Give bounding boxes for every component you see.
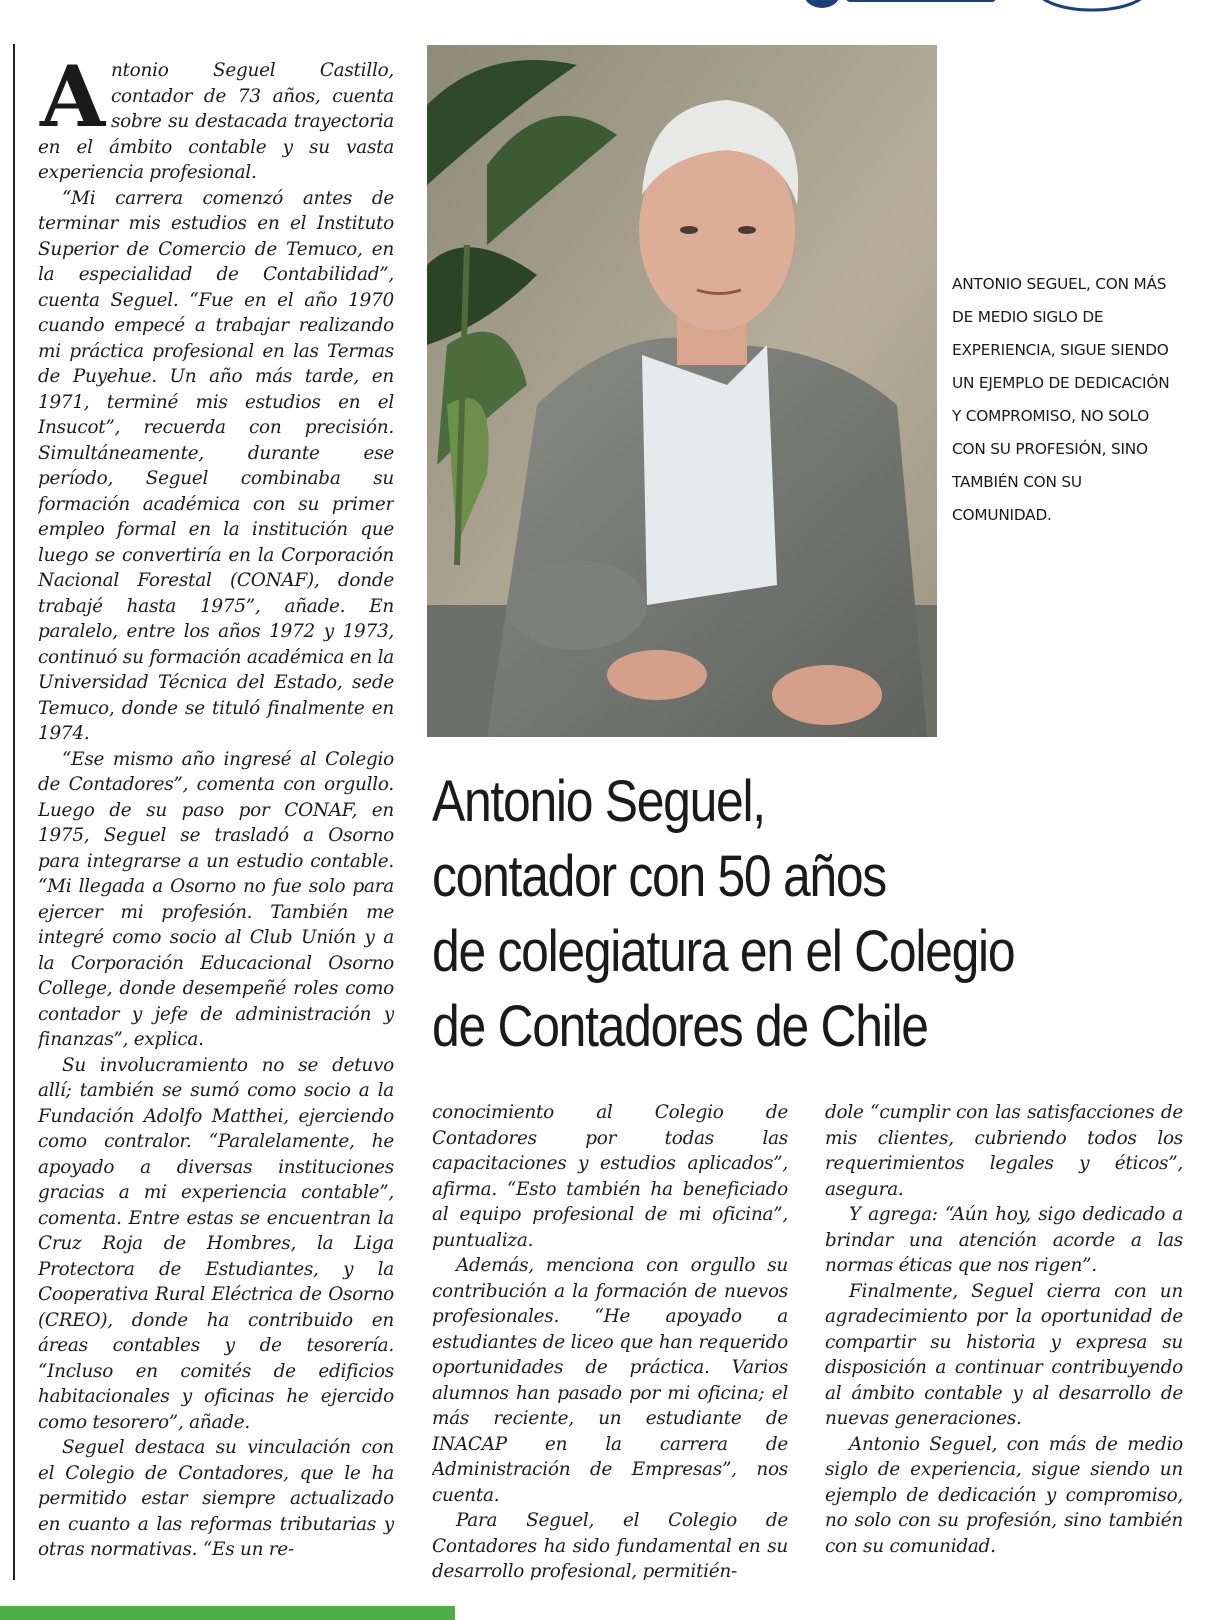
lead-text: ntonio Seguel Castillo, contador de 73 años, cuenta sobre su destacada trayectoria en el ámbito contable y su vasta experiencia profesional. — [38, 60, 394, 183]
paragraph: Para Seguel, el Colegio de Contadores ha sido fundamental en su desarrollo profesional, permitién- — [432, 1510, 788, 1580]
portrait-illustration — [427, 45, 937, 737]
lead-paragraph — [38, 58, 394, 186]
paragraph: dole “cumplir con las satisfacciones de mis clientes, cubriendo todos los requerimientos legales y éticos”, asegura. — [825, 1102, 1183, 1200]
paragraph: “Mi carrera comenzó antes de terminar mis estudios en el Instituto Superior de Comercio de Temuco, en la especialidad de Contabilidad”, cuenta Seguel. “Fue en el año 1970 cuando empecé a trabajar realizando mi práctica profesional en las Termas de Puyehue. Un año más tarde, en 1971, terminé mis estudios en el Insucot”, recuerda con precisión. Simultáneamente, durante ese período, Seguel combinaba su formación académica con su primer empleo formal en la institución que luego se convertiría en la Corporación Nacional Forestal (CONAF), donde trabajé hasta 1975”, añade. En paralelo, entre los años 1972 y 1973, continuó su formación académica en la Universidad Técnica del Estado, sede Temuco, donde se tituló finalmente en 1974. — [38, 187, 394, 744]
headline-line: de colegiatura en el Colegio — [432, 919, 1015, 984]
left-column-rule — [0, 44, 15, 1580]
paragraph: Seguel destaca su vinculación con el Colegio de Contadores, que le ha permitido estar siempre actualizado en cuanto a las reformas tributarias y otras normativas. “Es un re- — [38, 1437, 394, 1560]
headline-line: contador con 50 años — [432, 844, 886, 909]
paragraph: conocimiento al Colegio de Contadores por todas las capacitaciones y estudios aplicados”, afirma. “Esto también ha beneficiado al equipo profesional de mi oficina”, puntualiza. — [432, 1102, 788, 1251]
anniversary-logo-icon — [806, 0, 1206, 12]
photo-caption: ANTONIO SEGUEL, CON MÁS DE MEDIO SIGLO DE EXPERIENCIA, SIGUE SIENDO UN EJEMPLO DE DEDICACIÓN Y COMPROMISO, NO SOLO CON SU PROFESIÓN, SINO TAMBIÉN CON SU COMUNIDAD. — [952, 275, 1170, 524]
article-column-left — [38, 58, 394, 1580]
article-column-right — [825, 1100, 1183, 1580]
headline-line: de Contadores de Chile — [432, 994, 928, 1059]
headline-line: Antonio Seguel, — [432, 769, 765, 834]
paragraph: Antonio Seguel, con más de medio siglo de experiencia, sigue siendo un ejemplo de dedicación y compromiso, no solo con su profesión, sino también con su comunidad. — [825, 1433, 1183, 1557]
portrait-photo — [427, 45, 937, 737]
paragraph: Además, menciona con orgullo su contribución a la formación de nuevos profesionales. “He apoyado a estudiantes de liceo que han requerido oportunidades de práctica. Varios alumnos han pasado por mi oficina; el más reciente, un estudiante de INACAP en la carrera de Administración de Empresas”, nos cuenta. — [432, 1255, 788, 1506]
paragraph: Y agrega: “Aún hoy, sigo dedicado a brindar una atención acorde a las normas éticas que nos rigen”. — [825, 1204, 1183, 1276]
drop-cap: A — [40, 58, 105, 146]
paragraph: “Ese mismo año ingresé al Colegio de Contadores”, comenta con orgullo. Luego de su paso por CONAF, en 1975, Seguel se trasladó a Osorno para integrarse a un estudio contable. “Mi llegada a Osorno no fue solo para ejercer mi profesión. También me integré como socio al Club Unión y a la Corporación Educacional Osorno College, donde desempeñé roles como contador y jefe de administración y finanzas”, explica. — [38, 748, 394, 1050]
accent-bar — [0, 1606, 455, 1620]
article-column-middle — [432, 1100, 788, 1580]
headline — [432, 764, 1094, 1064]
paragraph: Su involucramiento no se detuvo allí; también se sumó como socio a la Fundación Adolfo Matthei, ejerciendo como contralor. “Paralelamente, he apoyado a diversas instituciones gracias a mi experiencia contable”, comenta. Entre estas se encuentran la Cruz Roja de Hombres, la Liga Protectora de Estudiantes, y la Cooperativa Rural Eléctrica de Osorno (CREO), donde ha contribuido en áreas contables y de tesorería. “Incluso en comités de edificios habitacionales y oficinas he ejercido como tesorero”, añade. — [38, 1054, 394, 1433]
paragraph: Finalmente, Seguel cierra con un agradecimiento por la oportunidad de compartir su historia y expresa su disposición a continuar contribuyendo al ámbito contable y al desarrollo de nuevas generaciones. — [825, 1280, 1183, 1429]
